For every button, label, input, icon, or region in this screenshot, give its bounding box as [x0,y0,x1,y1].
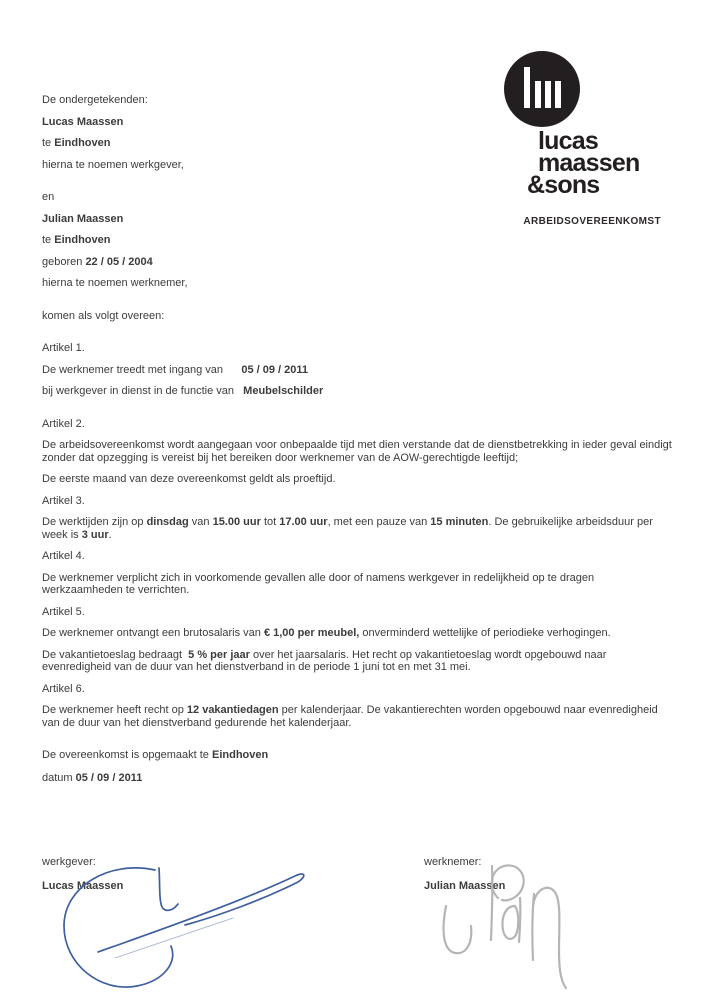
article-4-paragraph: De werknemer verplicht zich in voorkomende gevallen alle door of namens werkgever in redelijkheid op te dragen werkzaamheden te verrichten. [42,571,598,596]
employee-printed-name: Julian Maassen [424,880,506,892]
employer-printed-name: Lucas Maassen [42,880,124,892]
article-2-paragraph-2: De eerste maand van deze overeenkomst geldt als proeftijd. [42,473,336,485]
article-4-heading: Artikel 4. [42,550,85,562]
employer-name-line: Lucas Maassen [42,115,124,128]
logo-wordmark-line: maassen [538,149,640,177]
employee-role-line: hierna te noemen werknemer, [42,277,188,289]
agreement-opening-line: komen als volgt overeen: [42,309,165,322]
article-2-paragraph-1: De arbeidsovereenkomst wordt aangegaan voor onbepaalde tijd met dien verstande dat de dienstbetrekking in ieder geval eindigt zonder dat opzegging is vereist bij het bereiken door werknemer van de AOW-gerechtigde leeftijd; [42,439,675,464]
employee-birthdate-line: geboren 22 / 05 / 2004 [42,255,153,268]
article-1-heading: Artikel 1. [42,342,85,354]
employer-role-line: hierna te noemen werkgever, [42,158,184,171]
employer-signature-label: werkgever: [42,856,96,868]
employee-city-line: te Eindhoven [42,234,111,246]
article-6-paragraph: De werknemer heeft recht op 12 vakantiedagen per kalenderjaar. De vakantierechten worden opgebouwd naar evenredigheid van de duur van het dienstverband gedurende het kalenderjaar. [42,704,661,729]
employee-signature [440,858,575,998]
article-1-function-line: bij werkgever in dienst in de functie van Meubelschilder [42,385,324,397]
employer-city-line: te Eindhoven [42,137,111,149]
closing-place-line: De overeenkomst is opgemaakt te Eindhoven [42,749,269,761]
article-6-heading: Artikel 6. [42,682,85,695]
employee-signature-label: werknemer: [424,856,482,868]
logo-wordmark-line: &sons [527,171,600,199]
article-5-paragraph-2: De vakantietoeslag bedraagt 5 % per jaar over het jaarsalaris. Het recht op vakantietoeslag wordt opgebouwd naar evenredigheid van de duur van het dienstverband in de periode 1 juni tot en met 31 mei. [42,648,610,673]
article-2-heading: Artikel 2. [42,417,85,430]
contract-body [42,94,675,793]
closing-date-line: datum 05 / 09 / 2011 [42,771,143,784]
document-type-title: ARBEIDSOVEREENKOMST [523,216,661,227]
article-3-paragraph: De werktijden zijn op dinsdag van 15.00 uur tot 17.00 uur, met een pauze van 15 minuten. De gebruikelijke arbeidsduur per week is 3 uur. [42,516,656,541]
and-line: en [42,191,55,203]
logo-wordmark-line: lucas [538,127,598,155]
employee-name-line: Julian Maassen [42,212,124,225]
article-1-start-date-line: De werknemer treedt met ingang van 05 / 09 / 2011 [42,363,308,376]
article-5-paragraph-1: De werknemer ontvangt een brutosalaris van € 1,00 per meubel, onverminderd wettelijke of periodieke verhogingen. [42,627,611,639]
article-3-heading: Artikel 3. [42,494,85,507]
employer-signature [55,860,315,1000]
article-5-heading: Artikel 5. [42,605,85,618]
opening-line: De ondergetekenden: [42,94,148,106]
